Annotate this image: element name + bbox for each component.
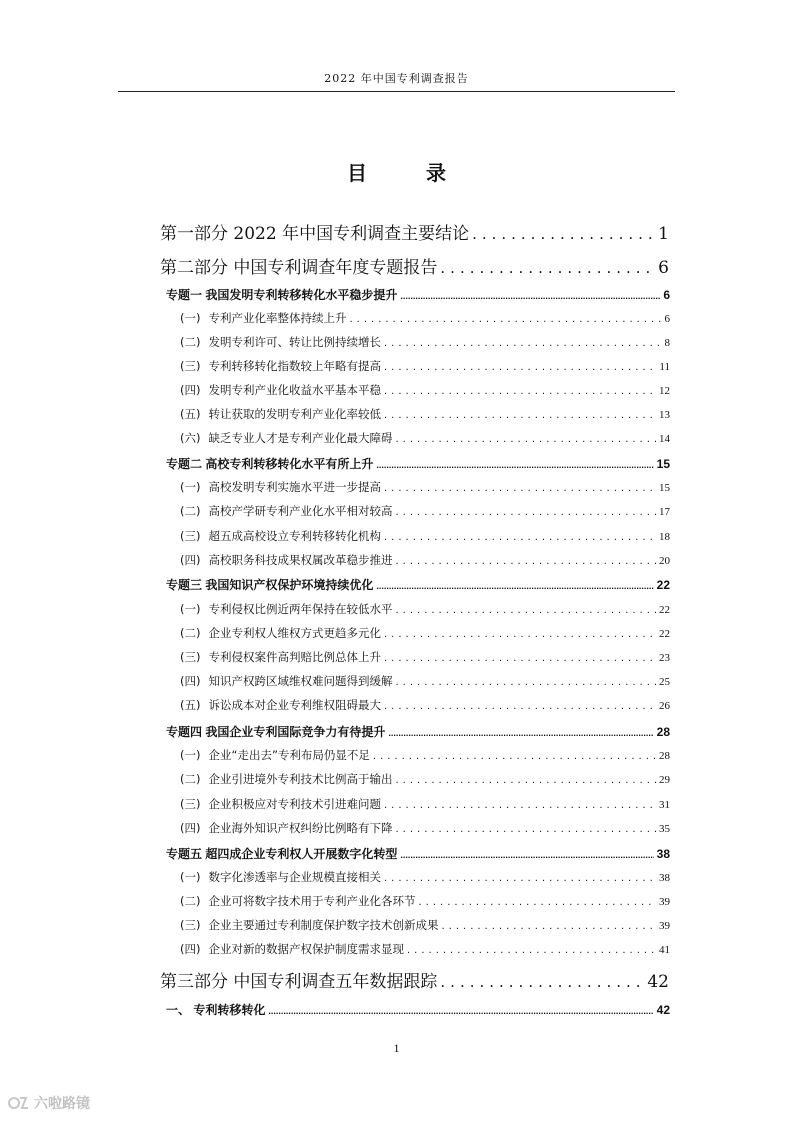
- toc-dot-leader: [384, 338, 662, 349]
- toc-entry-text: 专题一 我国发明专利转移转化水平稳步提升: [166, 288, 398, 302]
- toc-entry-page: 1: [658, 224, 669, 244]
- toc-entry-text: 企业“走出去”专利布局仍显不足: [208, 748, 370, 762]
- toc-entry-topic[interactable]: [166, 845, 670, 862]
- toc-entry-text: 专利转移转化指数较上年略有提高: [208, 359, 381, 373]
- toc-entry-number: (一): [180, 480, 201, 494]
- toc-dot-leader: [268, 1006, 653, 1016]
- toc-dot-leader: [384, 532, 656, 543]
- toc-entry-page: 22: [656, 578, 670, 592]
- toc-entry-number: (二): [180, 335, 201, 349]
- toc-entry-item[interactable]: [180, 941, 670, 957]
- toc-entry-item[interactable]: [180, 893, 670, 909]
- toc-entry-number: (四): [180, 383, 201, 397]
- toc-entry-text: 第三部分 中国专利调查五年数据跟踪: [160, 972, 438, 992]
- toc-entry-number: (三): [180, 650, 201, 664]
- toc-entry-label: [180, 406, 381, 422]
- watermark-text: 六啦路镜: [34, 1096, 90, 1112]
- toc-entry-page: 6: [658, 258, 669, 278]
- toc-entry-item[interactable]: [180, 334, 670, 350]
- toc-entry-page: 20: [659, 555, 670, 567]
- toc-entry-text: 超五成高校设立专利转移转化机构: [208, 529, 381, 543]
- toc-entry-page: 38: [656, 847, 670, 861]
- toc-entry-item[interactable]: [180, 747, 670, 763]
- toc-entry-item[interactable]: [180, 625, 670, 641]
- toc-entry-label: [180, 820, 392, 836]
- toc-entry-number: (六): [180, 431, 201, 445]
- toc-entry-item[interactable]: [180, 649, 670, 665]
- toc-entry-text: 专题三 我国知识产权保护环境持续优化: [166, 578, 374, 592]
- toc-entry-page: 26: [659, 700, 670, 712]
- toc-entry-part[interactable]: [160, 967, 669, 992]
- toc-entry-item[interactable]: [180, 771, 670, 787]
- toc-dot-leader: [349, 314, 661, 325]
- toc-dot-leader: [400, 291, 660, 301]
- toc-entry-item[interactable]: [180, 673, 670, 689]
- toc-entry-number: (三): [180, 359, 201, 373]
- toc-entry-label: [160, 219, 469, 244]
- toc-dot-leader: [376, 460, 653, 470]
- toc-entry-text: 知识产权跨区域维权难问题得到缓解: [208, 674, 393, 688]
- toc-entry-text: 专题四 我国企业专利国际竞争力有待提升: [166, 725, 386, 739]
- toc-dot-leader: [384, 483, 656, 494]
- page-number: 1: [393, 1041, 400, 1055]
- toc-entry-number: (四): [180, 821, 201, 835]
- toc-entry-text: 企业海外知识产权纠纷比例略有下降: [208, 821, 393, 835]
- toc-dot-leader: [384, 873, 656, 884]
- toc-dot-leader: [400, 850, 653, 860]
- toc-dot-leader: [395, 507, 656, 518]
- running-header: 2022 年中国专利调查报告: [324, 72, 469, 85]
- toc-entry-label: [166, 1001, 265, 1018]
- toc-dot-leader: [441, 921, 656, 932]
- toc-dot-leader: [384, 386, 656, 397]
- toc-entry-page: 22: [659, 604, 670, 616]
- toc-entry-text: 企业主要通过专利制度保护数字技术创新成果: [208, 918, 439, 932]
- toc-entry-number: (二): [180, 894, 201, 908]
- toc-entry-label: [180, 503, 392, 519]
- toc-dot-leader: [376, 581, 653, 591]
- toc-entry-number: (三): [180, 797, 201, 811]
- toc-entry-number: (四): [180, 942, 201, 956]
- toc-entry-page: 23: [659, 652, 670, 664]
- toc-entry-text: 企业可将数字技术用于专利产业化各环节: [208, 894, 416, 908]
- toc-entry-item[interactable]: [180, 382, 670, 398]
- toc-entry-page: 41: [659, 944, 670, 956]
- toc-dot-leader: [395, 775, 656, 786]
- toc-dot-leader: [395, 824, 656, 835]
- toc-entry-item[interactable]: [180, 796, 670, 812]
- toc-dot-leader: [384, 362, 656, 373]
- toc-entry-label: [166, 723, 385, 740]
- toc-entry-text: 转让获取的发明专利产业化率较低: [208, 407, 381, 421]
- toc-entry-item[interactable]: [180, 528, 670, 544]
- toc-entry-item[interactable]: [180, 869, 670, 885]
- toc-entry-label: [160, 253, 437, 278]
- toc-entry-page: 42: [656, 1003, 670, 1017]
- toc-entry-label: [180, 479, 381, 495]
- toc-entry-label: [180, 528, 381, 544]
- toc-entry-item[interactable]: [180, 310, 670, 326]
- toc-entry-number: (二): [180, 626, 201, 640]
- toc-entry-page: 6: [664, 313, 670, 325]
- toc-dot-leader: [384, 701, 656, 712]
- toc-entry-page: 11: [659, 361, 670, 373]
- toc-entry-page: 6: [663, 288, 670, 302]
- toc-entry-topic[interactable]: [166, 286, 670, 303]
- toc-dot-leader: [395, 556, 656, 567]
- toc-entry-page: 8: [664, 337, 670, 349]
- toc-entry-page: 22: [659, 628, 670, 640]
- toc-entry-number: (四): [180, 553, 201, 567]
- toc-entry-label: [180, 358, 381, 374]
- toc-entry-text: 发明专利产业化收益水平基本平稳: [208, 383, 381, 397]
- toc-entry-label: [180, 673, 392, 689]
- toc-dot-leader: [395, 434, 656, 445]
- toc-dot-leader: [395, 677, 656, 688]
- toc-entry-text: 企业引进境外专利技术比例高于输出: [208, 772, 393, 786]
- toc-entry-text: 发明专利许可、转让比例持续增长: [208, 335, 381, 349]
- toc-dot-leader: [472, 225, 655, 243]
- toc-entry-text: 缺乏专业人才是专利产业化最大障碍: [208, 431, 393, 445]
- toc-entry-label: [180, 771, 392, 787]
- toc-entry-item[interactable]: [180, 552, 670, 568]
- toc-dot-leader: [418, 897, 656, 908]
- toc-entry-text: 专题二 高校专利转移转化水平有所上升: [166, 457, 374, 471]
- toc-entry-label: [180, 649, 381, 665]
- toc-entry-text: 专题五 超四成企业专利权人开展数字化转型: [166, 847, 398, 861]
- toc-entry-label: [180, 382, 381, 398]
- toc-entry-label: [180, 625, 381, 641]
- toc-entry-page: 13: [659, 409, 670, 421]
- toc-entry-page: 38: [659, 872, 670, 884]
- toc-entry-page: 18: [659, 531, 670, 543]
- toc-entry-page: 12: [659, 385, 670, 397]
- toc-dot-leader: [384, 629, 656, 640]
- toc-entry-number: (一): [180, 748, 201, 762]
- toc-entry-number: (二): [180, 504, 201, 518]
- toc-entry-item[interactable]: [180, 820, 670, 836]
- toc-entry-label: [180, 601, 392, 617]
- toc-title: 目 录: [347, 161, 472, 185]
- toc-entry-number: (一): [180, 311, 201, 325]
- toc-dot-leader: [407, 945, 656, 956]
- toc-entry-text: 专利侵权比例近两年保持在较低水平: [208, 602, 393, 616]
- toc-entry-label: [166, 845, 397, 862]
- toc-entry-page: 39: [659, 920, 670, 932]
- toc-entry-label: [180, 893, 415, 909]
- toc-entry-page: 35: [659, 823, 670, 835]
- toc-entry-label: [166, 576, 373, 593]
- toc-entry-text: 企业对新的数据产权保护制度需求显现: [208, 942, 404, 956]
- toc-entry-number: (四): [180, 674, 201, 688]
- toc-entry-item[interactable]: [180, 358, 670, 374]
- toc-entry-text: 高校产学研专利产业化水平相对较高: [208, 504, 393, 518]
- toc-entry-text: 一、 专利转移转化: [166, 1003, 266, 1017]
- watermark: [8, 1093, 90, 1113]
- toc-dot-leader: [440, 259, 655, 277]
- toc-entry-text: 高校职务科技成果权属改革稳步推进: [208, 553, 393, 567]
- toc-entry-page: 29: [659, 774, 670, 786]
- toc-entry-number: (一): [180, 870, 201, 884]
- toc-entry-page: 28: [656, 725, 670, 739]
- toc-entry-page: 31: [659, 799, 670, 811]
- toc-dot-leader: [384, 800, 656, 811]
- toc-entry-item[interactable]: [180, 601, 670, 617]
- toc-dot-leader: [440, 973, 644, 991]
- toc-entry-label: [166, 455, 373, 472]
- toc-entry-label: [180, 869, 381, 885]
- toc-entry-text: 第二部分 中国专利调查年度专题报告: [160, 258, 438, 278]
- toc-entry-item[interactable]: [180, 697, 670, 713]
- toc-dot-leader: [373, 751, 656, 762]
- toc-dot-leader: [388, 728, 653, 738]
- toc-entry-item[interactable]: [180, 406, 670, 422]
- toc-entry-part[interactable]: [160, 253, 669, 278]
- toc-entry-text: 专利侵权案件高判赔比例总体上升: [208, 650, 381, 664]
- toc-entry-number: (一): [180, 602, 201, 616]
- toc-entry-number: (三): [180, 918, 201, 932]
- toc-entry-label: [180, 334, 381, 350]
- toc-entry-text: 数字化渗透率与企业规模直接相关: [208, 870, 381, 884]
- toc-entry-number: (三): [180, 529, 201, 543]
- toc-entry-label: [180, 430, 392, 446]
- toc-entry-page: 42: [647, 972, 669, 992]
- toc-entry-label: [180, 552, 392, 568]
- toc-entry-page: 15: [659, 482, 670, 494]
- toc-entry-number: (二): [180, 772, 201, 786]
- toc-entry-item[interactable]: [180, 503, 670, 519]
- toc-entry-page: 28: [659, 750, 670, 762]
- toc-entry-number: (五): [180, 698, 201, 712]
- toc-entry-text: 企业积极应对专利技术引进难问题: [208, 797, 381, 811]
- toc-entry-part[interactable]: [160, 219, 669, 244]
- toc-entry-item[interactable]: [180, 479, 670, 495]
- toc-entry-label: [180, 941, 404, 957]
- toc-dot-leader: [395, 605, 656, 616]
- toc-entry-text: 第一部分 2022 年中国专利调查主要结论: [160, 224, 470, 244]
- toc-entry-text: 诉讼成本对企业专利维权阻碍最大: [208, 698, 381, 712]
- toc-entry-page: 25: [659, 676, 670, 688]
- toc-entry-text: 高校发明专利实施水平进一步提高: [208, 480, 381, 494]
- toc-entry-topic[interactable]: [166, 723, 670, 740]
- toc-entry-label: [180, 697, 381, 713]
- toc-entry-label: [166, 286, 397, 303]
- toc-entry-label: [180, 310, 346, 326]
- toc-entry-page: 17: [659, 506, 670, 518]
- toc-entry-text: 专利产业化率整体持续上升: [208, 311, 347, 325]
- toc-entry-topic[interactable]: [166, 1001, 670, 1018]
- toc-entry-label: [180, 747, 370, 763]
- toc-entry-number: (五): [180, 407, 201, 421]
- toc-entry-label: [180, 796, 381, 812]
- toc-entry-item[interactable]: [180, 917, 670, 933]
- toc-entry-item[interactable]: [180, 430, 670, 446]
- toc-dot-leader: [384, 410, 656, 421]
- toc-entry-topic[interactable]: [166, 455, 670, 472]
- toc-entry-page: 15: [656, 457, 670, 471]
- toc-entry-page: 14: [659, 433, 670, 445]
- toc-entry-label: [180, 917, 438, 933]
- toc-entry-page: 39: [659, 896, 670, 908]
- watermark-logo-icon: [8, 1095, 30, 1111]
- toc-entry-topic[interactable]: [166, 576, 670, 593]
- toc-entry-label: [160, 967, 437, 992]
- toc-entry-text: 企业专利权人维权方式更趋多元化: [208, 626, 381, 640]
- toc-dot-leader: [384, 653, 656, 664]
